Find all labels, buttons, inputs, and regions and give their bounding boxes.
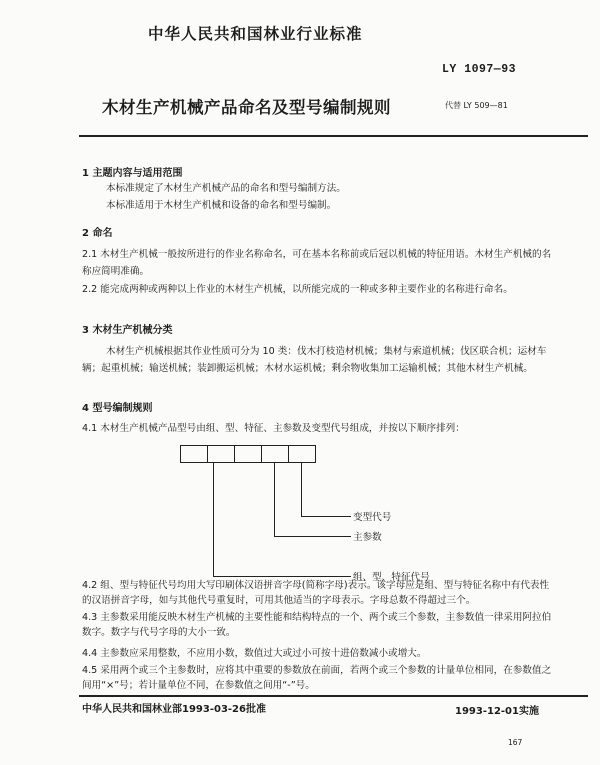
section-2-heading: 2 命名 bbox=[82, 228, 113, 239]
connector-group-v bbox=[213, 462, 214, 576]
label-main-parameter: 主参数 bbox=[353, 532, 382, 543]
section-4-5: 4.5 采用两个或三个主参数时，应将其中重要的参数放在前面，若两个或三个参数的计量单位相同，在参数值之间用“×”号；若计量单位不同，在参数值之间用“-”号。 bbox=[82, 665, 552, 691]
connector-param-h bbox=[274, 536, 351, 537]
replaces-note: 代替 LY 509—81 bbox=[445, 101, 508, 110]
code-box-feature bbox=[234, 445, 262, 463]
standard-code: LY 1097—93 bbox=[442, 63, 517, 76]
label-group-type-feature: 组、型、特征代号 bbox=[353, 572, 430, 583]
code-box-param bbox=[261, 445, 289, 463]
standard-name: 中华人民共和国林业行业标准 bbox=[148, 25, 363, 43]
section-2-2: 2.2 能完成两种或两种以上作业的木材生产机械，以所能完成的一种或多种主要作业的名称进行命名。 bbox=[82, 284, 513, 295]
code-box-variant bbox=[288, 445, 316, 463]
section-4-4: 4.4 主参数应采用整数，不应用小数，数值过大或过小可按十进倍数减小或增大。 bbox=[82, 648, 427, 659]
section-4-heading: 4 型号编制规则 bbox=[82, 403, 153, 414]
section-4-3: 4.3 主参数采用能反映木材生产机械的主要性能和结构特点的一个、两个或三个参数，主参数值一律采用阿拉伯数字。数字与代号字母的大小一致。 bbox=[82, 612, 552, 638]
section-1-para-2: 本标准适用于木材生产机械和设备的命名和型号编制。 bbox=[106, 200, 337, 211]
section-1-heading: 1 主题内容与适用范围 bbox=[82, 168, 183, 179]
connector-variant-v bbox=[301, 462, 302, 516]
section-2-1: 2.1 木材生产机械一般按所进行的作业名称命名，可在基本名称前或后冠以机械的特征用语。木材生产机械的名称应简明准确。 bbox=[82, 249, 552, 277]
label-variant-code: 变型代号 bbox=[353, 512, 392, 523]
code-box-type bbox=[207, 445, 235, 463]
approval-note: 中华人民共和国林业部1993-03-26批准 bbox=[82, 704, 266, 715]
document-title: 木材生产机械产品命名及型号编制规则 bbox=[102, 98, 391, 117]
top-rule bbox=[79, 135, 588, 137]
section-1-para-1: 本标准规定了木材生产机械产品的命名和型号编制方法。 bbox=[106, 183, 346, 194]
connector-param-v bbox=[274, 462, 275, 536]
section-4-1: 4.1 木材生产机械产品型号由组、型、特征、主参数及变型代号组成，并按以下顺序排列： bbox=[82, 423, 465, 434]
bottom-rule bbox=[79, 695, 588, 697]
page-number: 167 bbox=[508, 738, 523, 747]
section-3-heading: 3 木材生产机械分类 bbox=[82, 325, 173, 336]
section-4-2: 4.2 组、型与特征代号均用大写印刷体汉语拼音字母(简称字母)表示。该字母应是组、型与特征名称中有代表性的汉语拼音字母，如与其他代号重复时，可用其他适当的字母表示。字母总数不得超过三个。 bbox=[82, 580, 550, 606]
connector-variant-h bbox=[301, 516, 351, 517]
section-3-para: 木材生产机械根据其作业性质可分为 10 类：伐木打枝造材机械；集材与索道机械；伐区联合机；运材车辆；起重机械；输送机械；装卸搬运机械；木材水运机械；剩余物收集加工运输机械；其他木材生产机械。 bbox=[82, 346, 547, 374]
effective-date: 1993-12-01实施 bbox=[455, 706, 539, 717]
code-box-group bbox=[180, 445, 208, 463]
